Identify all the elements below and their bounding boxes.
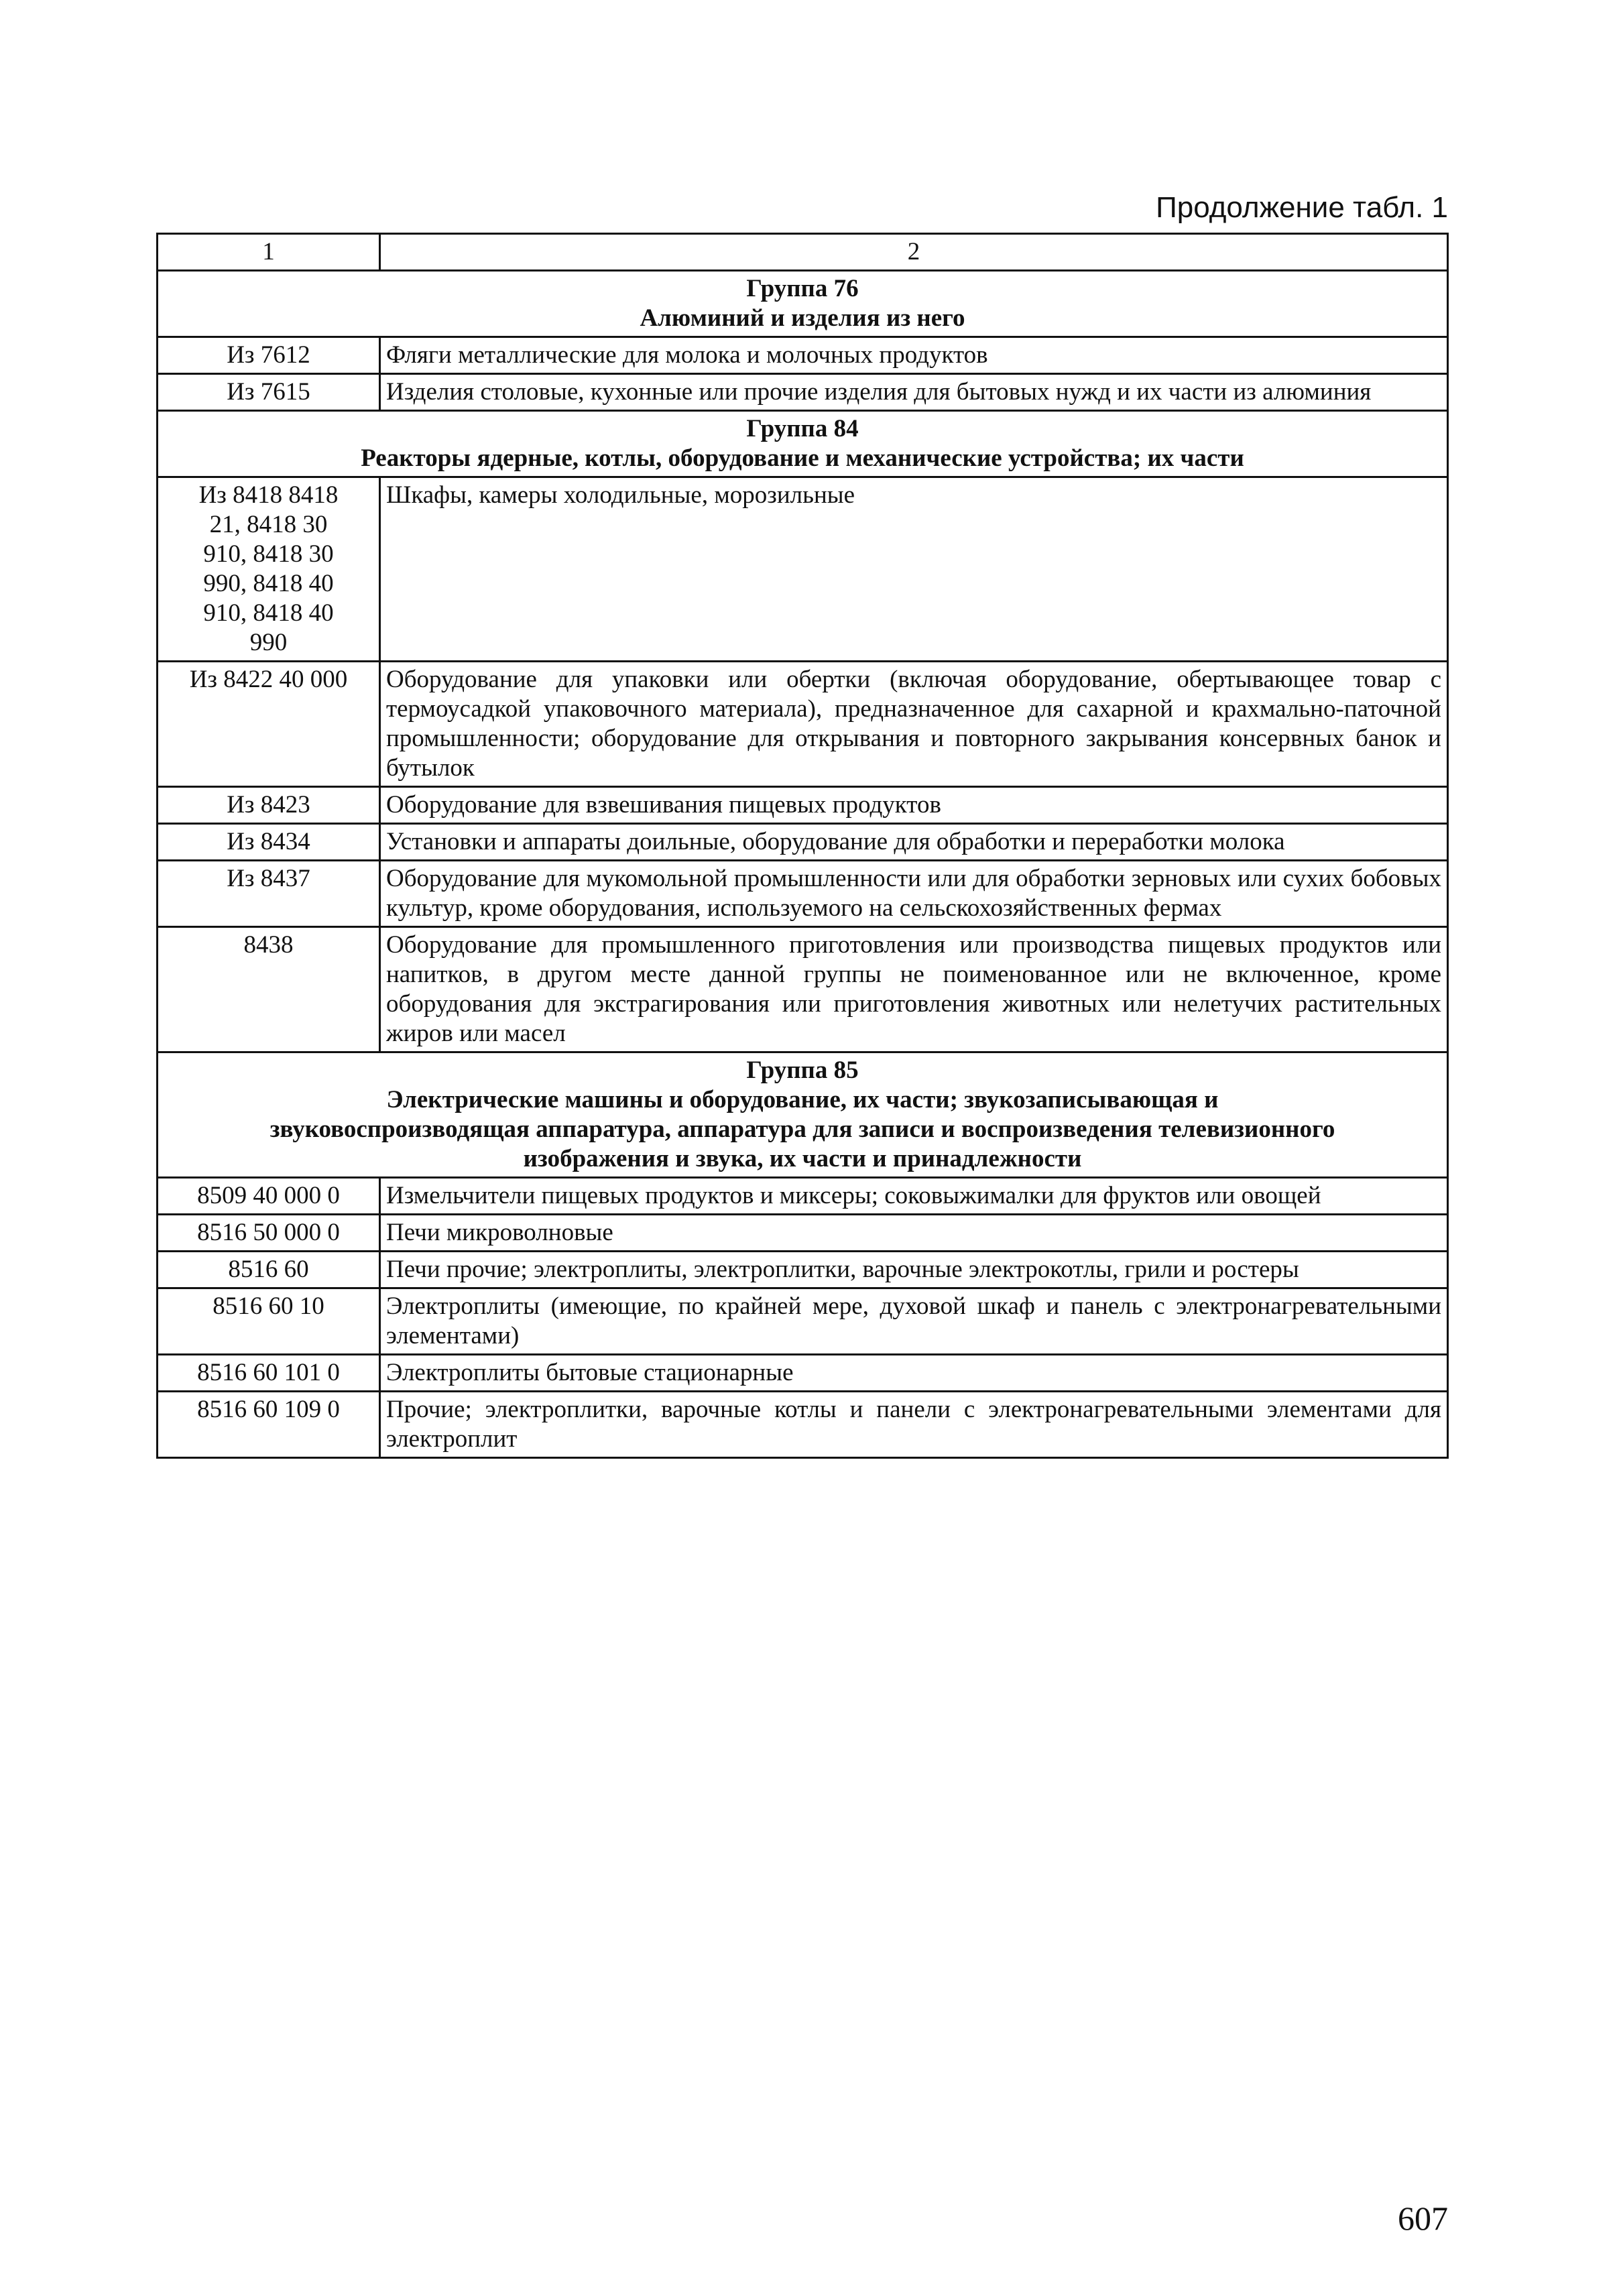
code-cell: Из 8418 8418 21, 8418 30 910, 8418 30 990, 8418 40 910, 8418 40 990 <box>158 477 380 662</box>
description-cell: Прочие; электроплитки, варочные котлы и панели с электронагревательными элементами для электроплит <box>380 1392 1448 1458</box>
description-cell: Оборудование для мукомольной промышленности или для обработки зерновых или сухих бобовых культур, кроме оборудования, используемого на сельскохозяйственных фермах <box>380 861 1448 927</box>
code-cell: 8516 60 <box>158 1252 380 1288</box>
code-cell: 8438 <box>158 927 380 1052</box>
table-row <box>158 662 1448 787</box>
code-cell: Из 7615 <box>158 374 380 411</box>
group-label: Группа 85 <box>746 1056 859 1084</box>
description-cell: Оборудование для промышленного приготовления или производства пищевых продуктов или напитков, в другом месте данной группы не поименованное или не включенное, кроме оборудования для экстрагирования или приготовления животных или нелетучих растительных жиров или масел <box>380 927 1448 1052</box>
description-cell: Электроплиты бытовые стационарные <box>380 1355 1448 1392</box>
code-cell: 8516 60 101 0 <box>158 1355 380 1392</box>
group-title: Электрические машины и оборудование, их части; звукозаписывающая и звуковоспроизводящая аппаратура, аппаратура для записи и воспроизведения телевизионного изображения и звука, их части и принадлежности <box>269 1086 1335 1172</box>
table-row <box>158 1288 1448 1355</box>
table-row <box>158 337 1448 374</box>
description-cell: Фляги металлические для молока и молочных продуктов <box>380 337 1448 374</box>
code-cell: Из 8434 <box>158 824 380 861</box>
group-label: Группа 76 <box>746 275 859 302</box>
table-row <box>158 477 1448 662</box>
column-number-1: 1 <box>158 234 380 271</box>
group-header-76 <box>158 271 1448 337</box>
code-cell: 8516 60 109 0 <box>158 1392 380 1458</box>
group-header-85 <box>158 1052 1448 1178</box>
code-cell: Из 8422 40 000 <box>158 662 380 787</box>
table-row <box>158 787 1448 824</box>
code-cell: 8509 40 000 0 <box>158 1178 380 1215</box>
table-row <box>158 374 1448 411</box>
table-row <box>158 1355 1448 1392</box>
code-cell: Из 8437 <box>158 861 380 927</box>
description-cell: Печи прочие; электроплиты, электроплитки, варочные электрокотлы, грили и ростеры <box>380 1252 1448 1288</box>
table-row <box>158 824 1448 861</box>
description-cell: Оборудование для упаковки или обертки (включая оборудование, обертывающее товар с термоусадкой упаковочного материала), предназначенное для сахарной и крахмально-паточной промышленности; оборудование для открывания и повторного закрывания консервных банок и бутылок <box>380 662 1448 787</box>
group-label: Группа 84 <box>746 415 859 442</box>
group-title: Алюминий и изделия из него <box>640 304 965 332</box>
group-header-84 <box>158 411 1448 477</box>
code-cell: 8516 50 000 0 <box>158 1215 380 1252</box>
description-cell: Печи микроволновые <box>380 1215 1448 1252</box>
code-cell: Из 7612 <box>158 337 380 374</box>
group-title: Реакторы ядерные, котлы, оборудование и механические устройства; их части <box>361 444 1244 472</box>
description-cell: Изделия столовые, кухонные или прочие изделия для бытовых нужд и их части из алюминия <box>380 374 1448 411</box>
table-row <box>158 861 1448 927</box>
table-row <box>158 927 1448 1052</box>
page-number: 607 <box>1398 2199 1448 2237</box>
table-row <box>158 1215 1448 1252</box>
code-cell: Из 8423 <box>158 787 380 824</box>
table-row <box>158 1392 1448 1458</box>
table-row <box>158 1178 1448 1215</box>
description-cell: Электроплиты (имеющие, по крайней мере, духовой шкаф и панель с электронагревательными элементами) <box>380 1288 1448 1355</box>
table-row <box>158 1252 1448 1288</box>
code-cell: 8516 60 10 <box>158 1288 380 1355</box>
table-caption: Продолжение табл. 1 <box>1156 191 1448 224</box>
column-number-2: 2 <box>380 234 1448 271</box>
description-cell: Оборудование для взвешивания пищевых продуктов <box>380 787 1448 824</box>
description-cell: Шкафы, камеры холодильные, морозильные <box>380 477 1448 662</box>
description-cell: Измельчители пищевых продуктов и миксеры; соковыжималки для фруктов или овощей <box>380 1178 1448 1215</box>
column-number-row <box>158 234 1448 271</box>
tariff-table <box>156 233 1449 1459</box>
description-cell: Установки и аппараты доильные, оборудование для обработки и переработки молока <box>380 824 1448 861</box>
